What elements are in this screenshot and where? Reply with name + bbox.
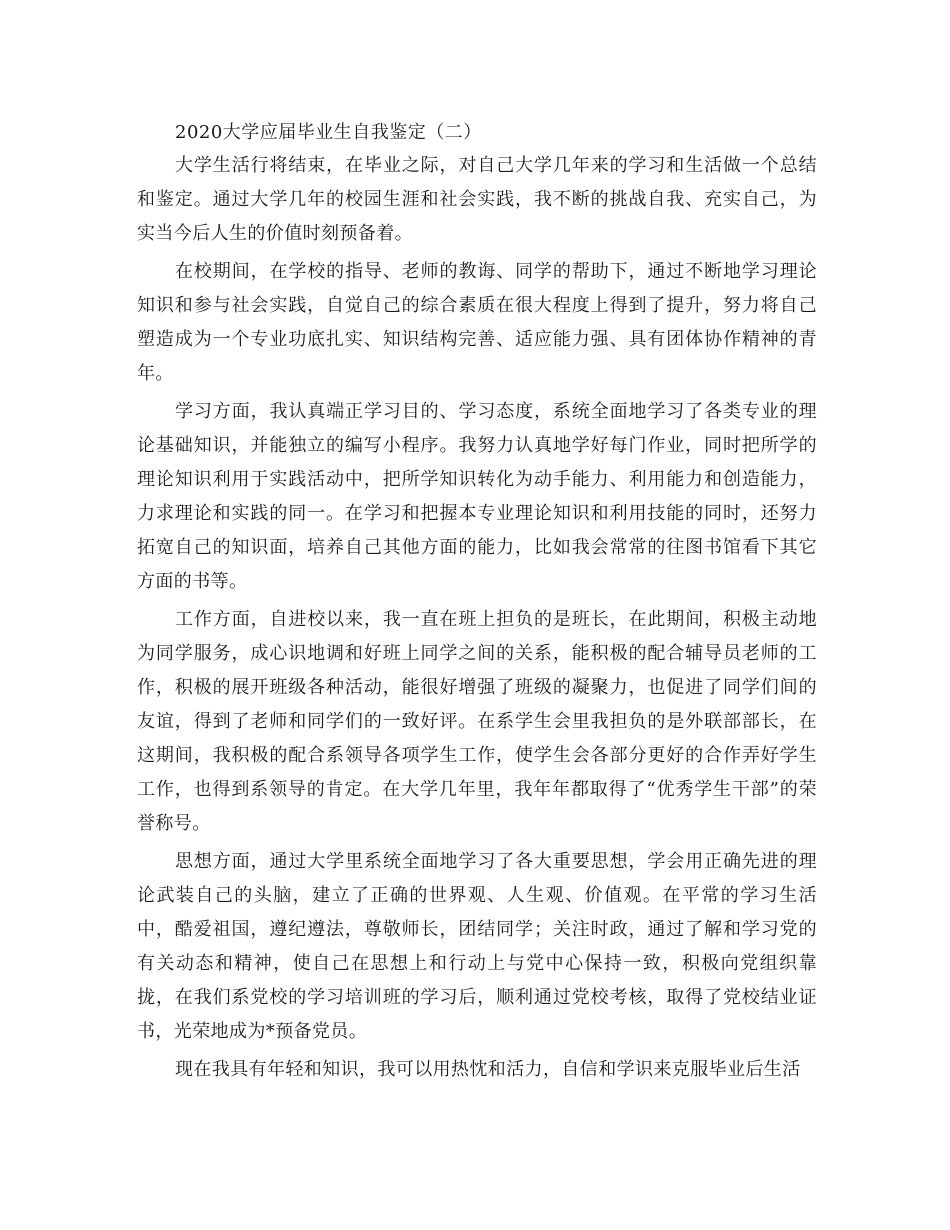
paragraph-ideology: 思想方面，通过大学里系统全面地学习了各大重要思想，学会用正确先进的理论武装自己的头脑，建立了正确的世界观、人生观、价值观。在平常的学习生活中，酷爱祖国，遵纪遵法，尊敬师长，团结同学；关注时政，通过了解和学习党的有关动态和精神，使自己在思想上和行动上与党中心保持一致，积极向党组织靠拢，在我们系党校的学习培训班的学习后，顺利通过党校考核，取得了党校结业证书，光荣地成为*预备党员。 xyxy=(137,851,817,1042)
paragraph-work: 工作方面，自进校以来，我一直在班上担负的是班长，在此期间，积极主动地为同学服务，成心识地调和好班上同学之间的关系，能积极的配合辅导员老师的工作，积极的展开班级各种活动，能很好增强了班级的凝聚力，也促进了同学们间的友谊，得到了老师和同学们的一致好评。在系学生会里我担负的是外联部部长，在这期间，我积极的配合系领导各项学生工作，使学生会各部分更好的合作弄好学生工作，也得到系领导的肯定。在大学几年里，我年年都取得了“优秀学生干部”的荣誉称号。 xyxy=(137,609,817,834)
paragraph-closing: 现在我具有年轻和知识，我可以用热忱和活力，自信和学识来克服毕业后生活 xyxy=(175,1059,801,1080)
document-body xyxy=(137,118,817,1091)
paragraph-study: 学习方面，我认真端正学习目的、学习态度，系统全面地学习了各类专业的理论基础知识，并能独立的编写小程序。我努力认真地学好每门作业，同时把所学的理论知识利用于实践活动中，把所学知识转化为动手能力、利用能力和创造能力，力求理论和实践的同一。在学习和把握本专业理论知识和利用技能的同时，还努力拓宽自己的知识面，培养自己其他方面的能力，比如我会常常的往图书馆看下其它方面的书等。 xyxy=(137,401,817,592)
paragraph-intro: 大学生活行将结束，在毕业之际，对自己大学几年来的学习和生活做一个总结和鉴定。通过大学几年的校园生涯和社会实践，我不断的挑战自我、充实自己，为实当今后人生的价值时刻预备着。 xyxy=(137,155,817,244)
paragraph-campus: 在校期间，在学校的指导、老师的教诲、同学的帮助下，通过不断地学习理论知识和参与社会实践，自觉自己的综合素质在很大程度上得到了提升，努力将自己塑造成为一个专业功底扎实、知识结构完善、适应能力强、具有团体协作精神的青年。 xyxy=(137,261,817,384)
document-title: 2020大学应届毕业生自我鉴定（二） xyxy=(175,122,482,143)
